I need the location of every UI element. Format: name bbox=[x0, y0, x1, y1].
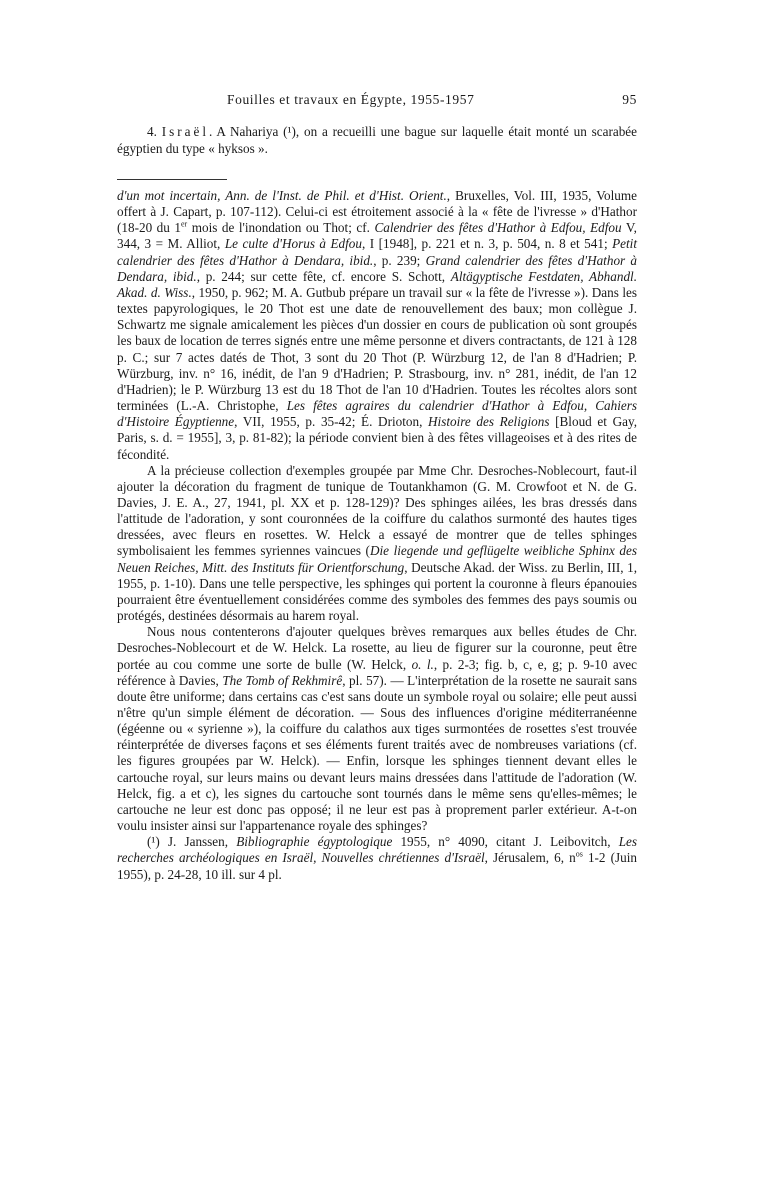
footnote-1: (¹) J. Janssen, Bibliographie égyptologique 1955, n° 4090, citant J. Leibovitch, Les recherches archéologiques en Israël, Nouvelles chrétiennes d'Israël, Jérusalem, 6, $n^{os}$ 1-2 (Juin 1955), p. 24-28, 10 ill. sur 4 pl. bbox=[117, 834, 638, 882]
running-head bbox=[117, 92, 637, 114]
page-number: 95 bbox=[622, 92, 637, 107]
footnote-rule bbox=[117, 179, 227, 180]
footnote-paragraph: Nous nous contenterons d'ajouter quelques brèves remarques aux belles études de Chr. Desroches-Noblecourt et de W. Helck. La rosette, au lieu de figurer sur la couronne, peut être portée au cou comme une sorte de bulle (W. Helck, o. l., p. 2-3; fig. b, c, e, g; p. 9-10 avec référence à Davies, The Tomb of Rekhmirê, pl. 57). — L'interprétation de la rosette ne saurait sans doute être uniforme; dans certains cas c'est sans doute un symbole royal ou solaire; elle peut aussi n'être qu'un simple élément de décoration. — Sous des influences d'origine méditerranéenne (égéenne ou « syrienne »), la coiffure du calathos aux tiges surmontées de rosettes s'est trouvée réinterprétée de diverses façons et ses éléments furent traités avec de nombreuses variations (cf. les figures groupées par W. Helck). — Enfin, lorsque les sphinges tiennent devant elles le cartouche royal, sur leurs mains ou devant leurs mains dressées dans l'attitude de l'adoration (W. Helck, fig. a et c), les signes du cartouche sont tournés dans le même sens qu'elles-mêmes; le cartouche ne leur est donc pas opposé; il ne leur est pas à proprement parler extérieur. A-t-on voulu insister ainsi sur l'appartenance royale des sphinges? bbox=[117, 624, 638, 834]
section-place: Israël bbox=[161, 124, 210, 139]
intro-text: . A Nahariya (¹), on a recueilli une bague sur laquelle était monté un scarabée égyptien du type « hyksos ». bbox=[117, 124, 638, 156]
page bbox=[117, 92, 637, 883]
running-title: Fouilles et travaux en Égypte, 1955-1957 bbox=[227, 92, 475, 107]
footnote-paragraph: A la précieuse collection d'exemples groupée par Mme Chr. Desroches-Noblecourt, faut-il ajouter la décoration du fragment de tunique de Toutankhamon (G. M. Crowfoot et N. de G. Davies, J. E. A., 27, 1941, pl. XX et p. 128-129)? Des sphinges ailées, les bras dressés dans l'attitude de l'adoration, y sont couronnées de la coiffure du calathos surmonté des hautes tiges dressées, avec fleurs en rosettes. W. Helck a essayé de montrer que de telles sphinges symbolisaient les femmes syriennes vaincues (Die liegende und geflügelte weibliche Sphinx des Neuen Reiches, Mitt. des Instituts für Orientforschung, Deutsche Akad. der Wiss. zu Berlin, III, 1, 1955, p. 1-10). Dans une telle perspective, les sphinges qui portent la couronne à fleurs épanouies pourraient être éventuellement considérées comme des symboles des femmes des pays soumis ou protégés, destinées désormais au harem royal. bbox=[117, 462, 637, 624]
footnote-continuation: d'un mot incertain, Ann. de l'Inst. de Phil. et d'Hist. Orient., Bruxelles, Vol. III, 1935, Volume offert à J. Capart, p. 107-112). Celui-ci est étroitement associé à la « fête de l'ivresse » d'Hathor (18-20 du 1er mois de l'inondation ou Thot; cf. Calendrier des fêtes d'Hathor à Edfou, Edfou V, 344, 3 = M. Alliot, Le culte d'Horus à Edfou, I [1948], p. 221 et n. 3, p. 504, n. 8 et 541; Petit calendrier des fêtes d'Hathor à Dendara, ibid., p. 239; Grand calendrier des fêtes d'Hathor à Dendara, ibid., p. 244; sur cette fête, cf. encore S. Schott, Altägyptische Festdaten, Abhandl. Akad. d. Wiss., 1950, p. 962; M. A. Gutbub prépare un travail sur « la fête de l'ivresse »). Dans les textes papyrologiques, le 20 Thot est une date de renouvellement des baux; mon collègue J. Schwartz me signale amicalement les pièces d'un dossier en cours de publication où sont groupés les baux de location de terres signés entre une même personne et divers contractants, de 121 à 128 p. C.; sur 7 actes datés de Thot, 3 sont du 20 Thot (P. Würzburg 12, de l'an 8 d'Hadrien; P. Würzburg, inv. n° 16, inédit, de l'an 9 d'Hadrien; P. Strasbourg, inv. n° 281, inédit, de l'an 12 d'Hadrien); le P. Würzburg 13 est du 18 Thot de l'an 10 d'Hadrien. Toutes les récoltes alors sont terminées (L.-A. Christophe, Les fêtes agraires du calendrier d'Hathor à Edfou, Cahiers d'Histoire Égyptienne, VII, 1955, p. 35-42; É. Drioton, Histoire des Religions [Bloud et Gay, Paris, s. d. = 1955], 3, p. 81-82); la période convient bien à des fêtes villageoises et à des rites de fécondité. bbox=[117, 188, 638, 462]
footnotes bbox=[117, 188, 637, 883]
section-number: 4. bbox=[147, 124, 157, 139]
intro-paragraph bbox=[117, 123, 637, 157]
